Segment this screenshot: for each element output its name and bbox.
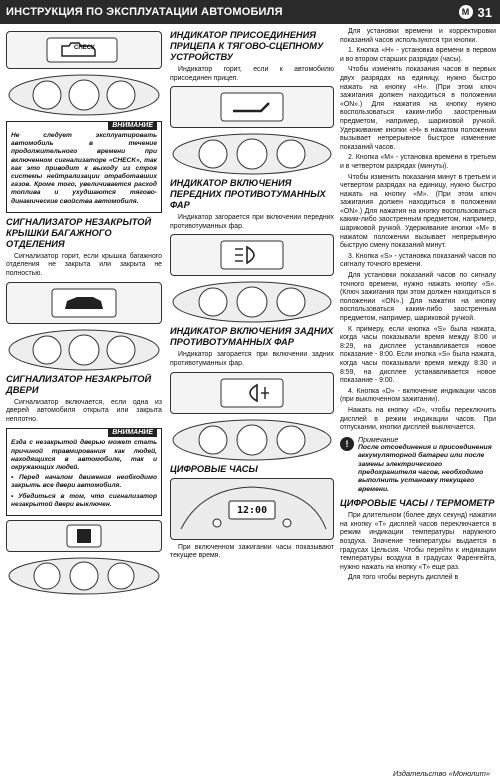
page-number-box <box>459 5 500 20</box>
publisher-logo-icon: M <box>459 5 473 19</box>
column-middle <box>170 28 334 563</box>
rear-fog-light-icon <box>171 373 333 413</box>
instrument-cluster-image <box>171 418 333 462</box>
clock-text: При включенном зажигании часы показывают текущее время. <box>170 543 334 560</box>
warning-text: Не следует эксплуатировать автомобиль в течение продолжительного времени при включенном сигнализаторе «CHECK», так как это приводит к выходу из строя системы нейтрализации отработавших газов. Кроме того, увеличивается расход топлива и ухудшаются тягово-динамические свойства автомобиля. <box>11 132 157 205</box>
check-indicator-panel <box>6 31 162 69</box>
door-warning-bullet: • Перед началом движения необходимо закрыть все двери автомобиля. <box>11 474 157 490</box>
front-fog-heading: ИНДИКАТОР ВКЛЮЧЕНИЯ ПЕРЕДНИХ ПРОТИВОТУМАННЫХ ФАР <box>170 178 326 211</box>
clock-panel <box>170 478 334 540</box>
rear-fog-panel <box>170 372 334 414</box>
thermo-heading: ЦИФРОВЫЕ ЧАСЫ / ТЕРМОМЕТР <box>340 498 495 509</box>
rear-fog-heading: ИНДИКАТОР ВКЛЮЧЕНИЯ ЗАДНИХ ПРОТИВОТУМАННЫХ ФАР <box>170 326 334 348</box>
text-paragraph: 2. Кнопка «М» - установка времени в третьем и в четвертом разрядах (минуты). <box>340 154 496 170</box>
column-right <box>340 28 496 585</box>
text-paragraph: При длительном (более двух секунд) нажатии на кнопку «Т» дисплей часов переключается в режим индикации температуры наружного воздуха. Значение температуры выдается в градусах Цельсия. Чтобы перейти к индикации температуры воздуха в градусах Фаренгейта, нужно нажать на кнопку «Т» еще раз. <box>340 512 496 571</box>
trunk-indicator-panel <box>6 282 162 324</box>
trailer-heading: ИНДИКАТОР ПРИСОЕДИНЕНИЯ ПРИЦЕПА К ТЯГОВО-СЦЕПНОМУ УСТРОЙСТВУ <box>170 30 324 62</box>
text-paragraph: Для установки показаний часов по сигналу точного времени, нужно нажать кнопку «S». (Ключ зажигания при этом должен находиться в положении «ON».) Для нажатия на кнопку воспользоваться каким-либо заостренным предметом, например, шариковой ручкой. <box>340 272 496 322</box>
trailer-hitch-icon <box>171 87 333 127</box>
remark-icon: ! <box>340 437 354 451</box>
instrument-cluster-image <box>7 73 161 117</box>
page-number: 31 <box>477 4 492 20</box>
door-open-icon <box>7 521 161 551</box>
clock-display-value: 12:00 <box>237 504 268 516</box>
text-paragraph: К примеру, если кнопка «S» была нажата, когда часы показывали время между 8:00 и 8:29, на дисплее устанавливается новое показание - 8:00. Если кнопка «S» была нажата, когда часы показывали время между 8:30 и 8:59, на дисплее устанавливается новое показание - 9:00. <box>340 325 496 385</box>
text-paragraph: Для того чтобы вернуть дисплей в <box>348 574 459 582</box>
instrument-cluster-image <box>7 556 161 596</box>
rear-fog-text: Индикатор загорается при включении задних противотуманных фар. <box>170 351 334 367</box>
warning-tag: ВНИМАНИЕ <box>108 121 157 130</box>
door-warning-text: Езда с незакрытой дверью может стать причиной травмирования как людей, находящихся в автомобиле, так и окружающих людей. <box>11 439 157 471</box>
text-paragraph: 1. Кнопка «Н» - установка времени в первом и во втором старших разрядах (часы). <box>340 47 496 63</box>
instrument-cluster-image <box>171 132 333 176</box>
front-fog-text: Индикатор загорается при включении передних противотуманных фар. <box>170 214 334 230</box>
text-paragraph: Нажать на кнопку «D», чтобы переключить дисплей в режим индикации часов. При отпускании, кнопки дисплей выключается. <box>340 406 496 432</box>
warning-tag: ВНИМАНИЕ <box>108 428 157 437</box>
door-warning-bullet: • Убедиться в том, что сигнализатор незакрытой двери выключен. <box>11 492 157 508</box>
column-left <box>6 28 162 596</box>
text-paragraph: 3. Кнопка «S» - установка показаний часов по сигналу точного времени. <box>340 252 496 269</box>
instrument-cluster-image <box>171 280 333 324</box>
remark-text: После отсоединения и присоединения аккумуляторной батареи или после замены электрического предохранителя часов, необходимо выполнить установку текущего времени. <box>358 443 492 493</box>
remark-title: Примечание <box>358 436 399 444</box>
remark-block <box>340 437 496 494</box>
trailer-indicator-panel <box>170 86 334 128</box>
trunk-heading: СИГНАЛИЗАТОР НЕЗАКРЫТОЙ КРЫШКИ БАГАЖНОГО ОТДЕЛЕНИЯ <box>6 216 152 249</box>
front-fog-light-icon <box>171 235 333 275</box>
check-label: CHECK <box>74 45 96 51</box>
door-heading: СИГНАЛИЗАТОР НЕЗАКРЫТОЙ ДВЕРИ <box>6 373 152 395</box>
door-warning-note <box>6 428 162 516</box>
page-title: ИНСТРУКЦИЯ ПО ЭКСПЛУАТАЦИИ АВТОМОБИЛЯ <box>6 6 283 18</box>
trailer-text: Индикатор горит, если к автомобилю присоединен прицеп. <box>170 66 334 82</box>
text-paragraph: Чтобы изменить показания минут в третьем и четвертом разрядах на единицу, нужно быстро нажать на кнопку «М». (При этом ключ зажигания должен находиться в положении «ON».) Для нажатия на кнопку воспользоваться каким-либо заостренным предметом, например, шариковой ручкой. Удерживание кнопки «М» в нажатом положении вызывает непрерывную быструю смену показаний минут. <box>340 173 496 250</box>
page-header <box>0 0 500 24</box>
front-fog-panel <box>170 234 334 276</box>
trunk-open-icon <box>7 283 161 323</box>
text-paragraph: Чтобы изменить показания часов в первых двух разрядах на единицу, нужно быстро нажать на кнопку «Н». (При этом ключ зажигания должен находиться в положении «ON».) Для нажатия на кнопку нужно воспользоваться каким-либо заостренным предметом, например, шариковой ручкой. Удерживание кнопки «Н» в нажатом положении вызывает непрерывное быстрое изменение показаний часов. <box>340 66 496 151</box>
clock-heading: ЦИФРОВЫЕ ЧАСЫ <box>170 463 258 474</box>
door-text: Сигнализатор включается, если одна из дверей автомобиля открыта или закрыта неплотно. <box>6 398 162 423</box>
text-paragraph: Для установки времени и корректировки показаний часов используются три кнопки. <box>340 28 496 44</box>
text-paragraph: 4. Кнопка «D» - включение индикации часов (при выключенном зажигании). <box>340 387 496 404</box>
warning-note <box>6 121 162 213</box>
publisher-footer: Издательство «Монолит» <box>393 769 490 778</box>
door-indicator-panel <box>6 520 162 552</box>
trunk-text: Сигнализатор горит, если крышка багажного отделения не закрыта или закрыта не полностью. <box>6 252 162 278</box>
instrument-cluster-image <box>7 328 161 372</box>
